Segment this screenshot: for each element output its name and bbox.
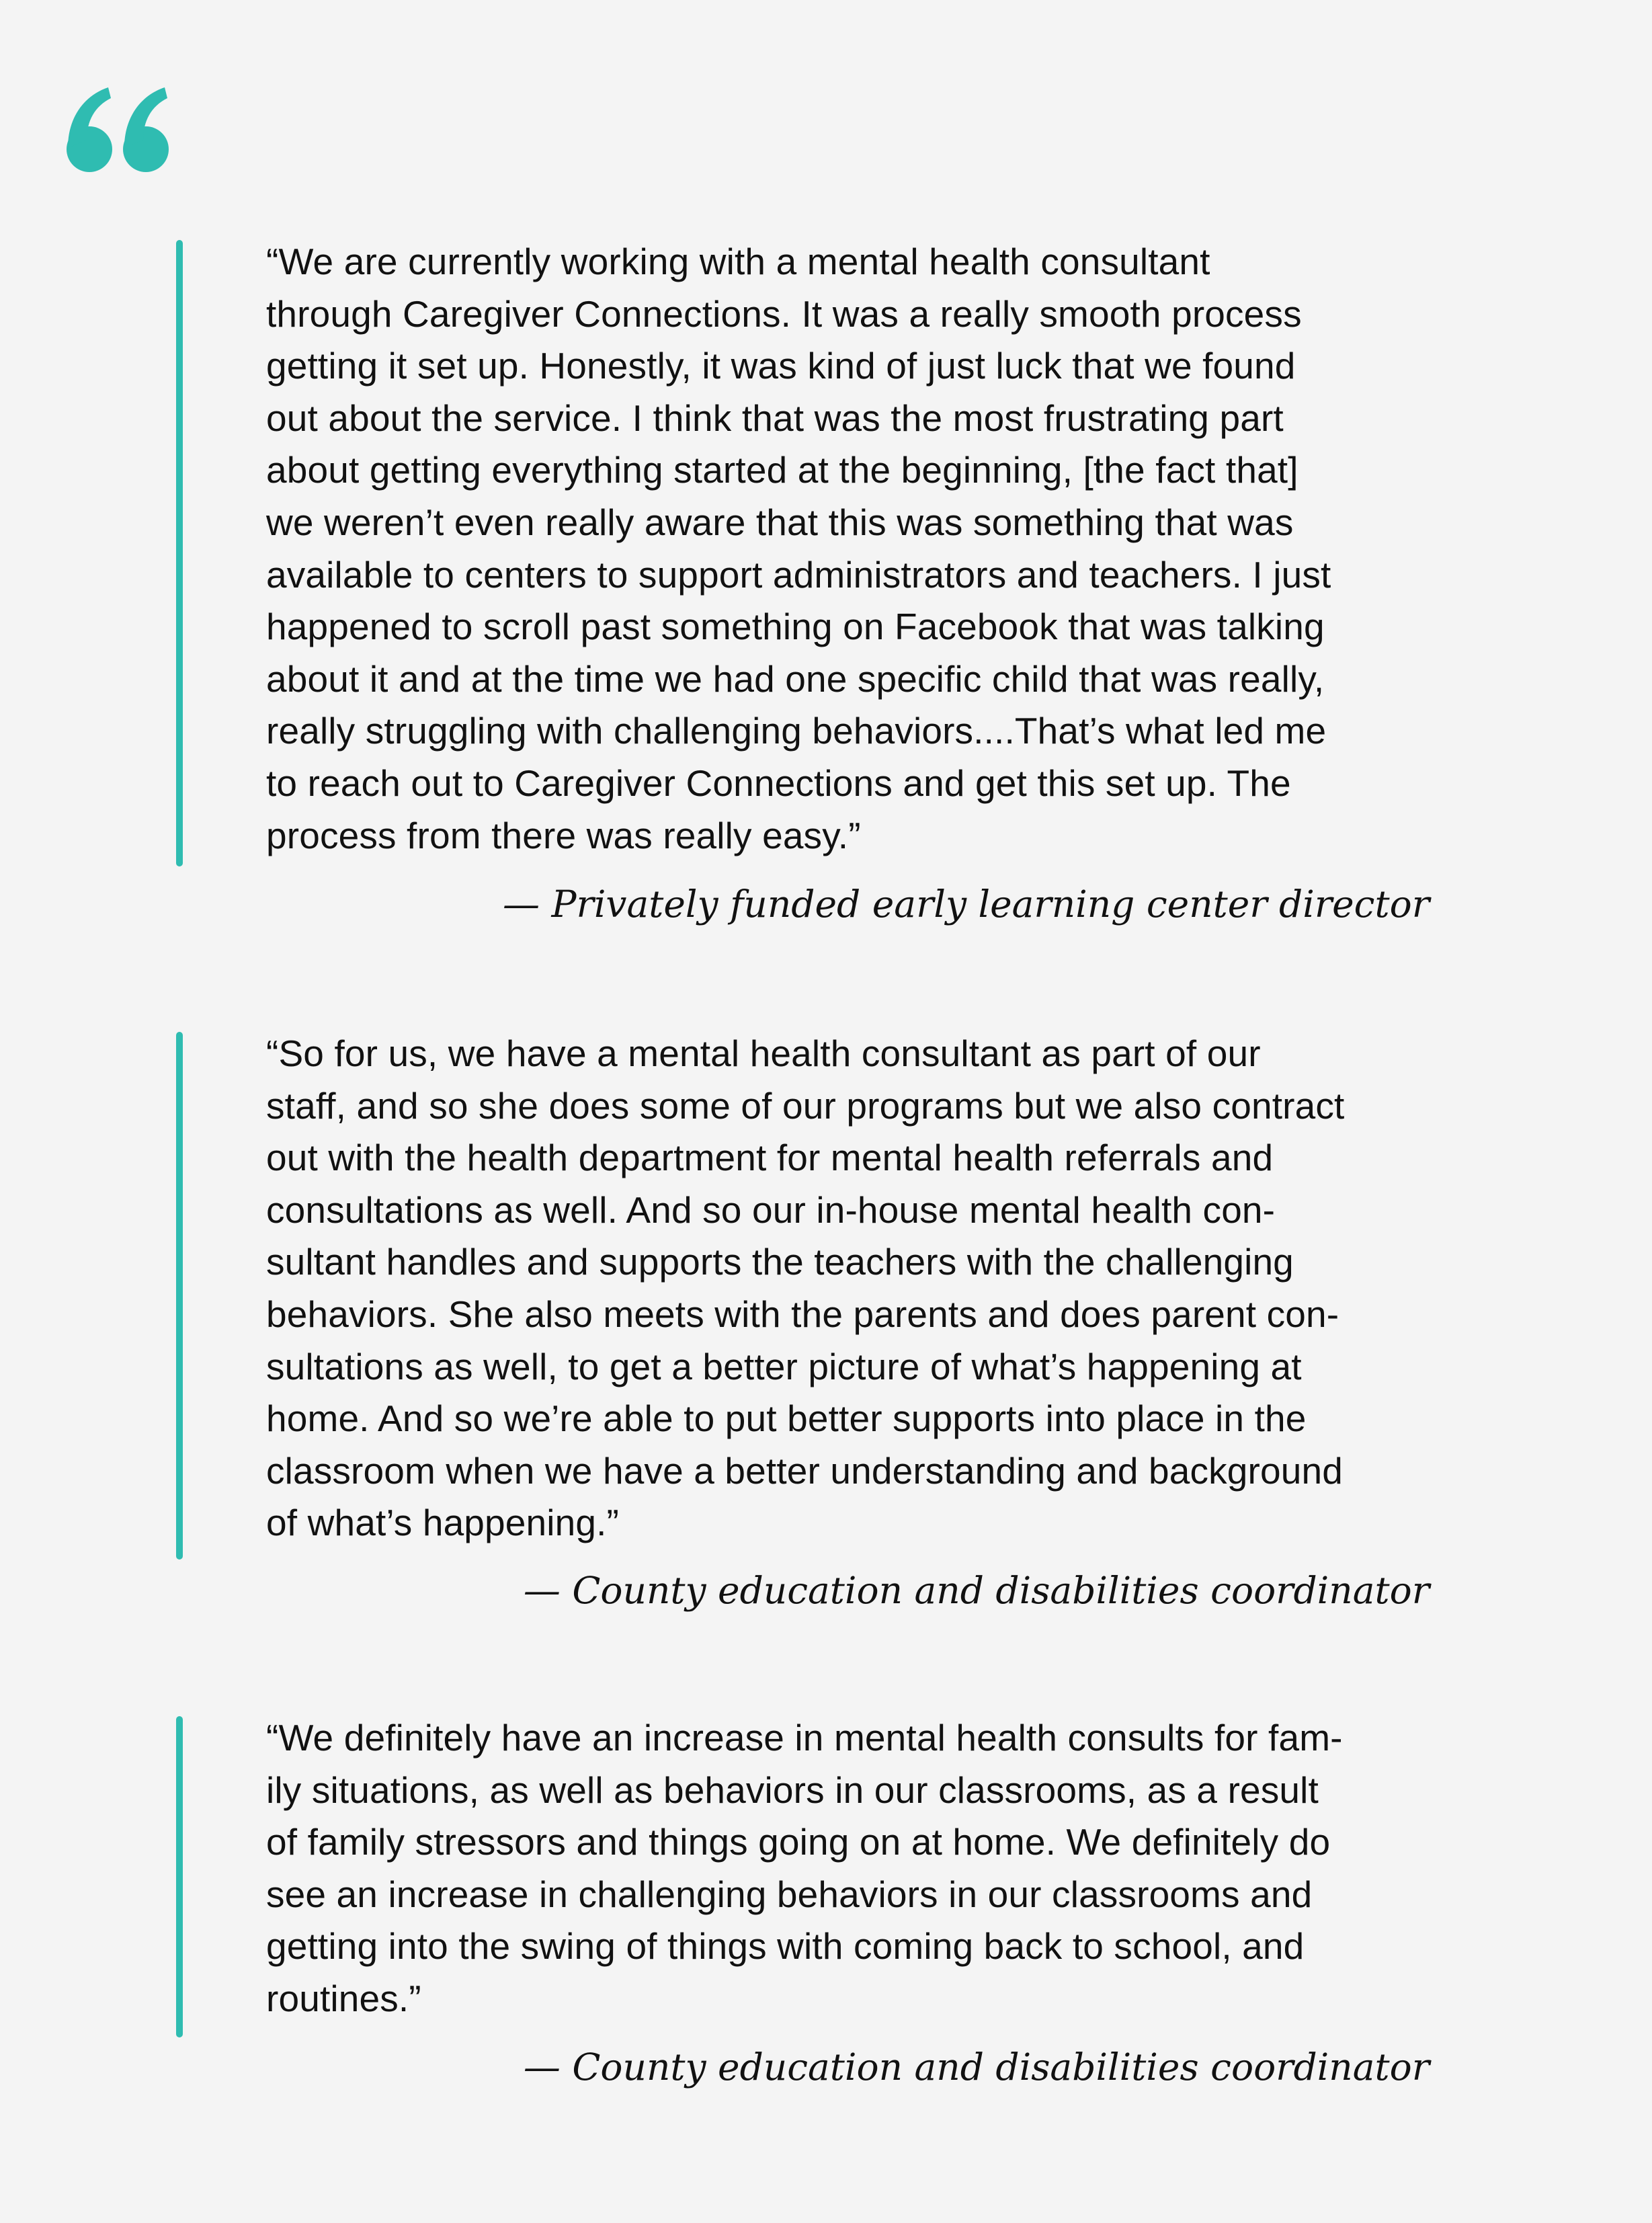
quote-block-2: [176, 1032, 1477, 1637]
quote-block-1: [176, 240, 1477, 939]
quote-attribution: — County education and disabilities coordinator: [523, 1569, 1430, 1612]
quote-accent-bar: [176, 240, 183, 866]
quote-text: “We definitely have an increase in mental health consults for fam- ily situations, as well as behaviors in our classrooms, as a result of family stressors and things going on at home. We definitely do see an increase in challenging behaviors in our classrooms and getting into the swing of things with coming back to school, and routines.”: [266, 1717, 1343, 2019]
quote-attribution: — County education and disabilities coordinator: [523, 2046, 1430, 2089]
open-quote-icon: [64, 87, 171, 175]
quote-block-3: [176, 1716, 1477, 2106]
quote-attribution: — Privately funded early learning center director: [503, 883, 1430, 926]
quote-accent-bar: [176, 1032, 183, 1560]
quote-accent-bar: [176, 1716, 183, 2037]
quote-text: “We are currently working with a mental health consultant through Caregiver Connections. It was a really smooth process getting it set up. Honestly, it was kind of just luck that we found out about the service. I think that was the most frustrating part about getting everything started at the beginning, [the fact that] we weren’t even really aware that this was something that was available to centers to support administrators and teachers. I just happened to scroll past something on Facebook that was talking about it and at the time we had one specific child that was really, really struggling with challenging behaviors....That’s what led me to reach out to Caregiver Connections and get this set up. The process from there was really easy.”: [266, 241, 1331, 856]
quote-text: “So for us, we have a mental health consultant as part of our staff, and so she does some of our programs but we also contract out with the health department for mental health referrals and consultations as well. And so our in-house mental health con- sultant handles and supports the teachers with the challenging behaviors. She also meets with the parents and does parent con- sultations as well, to get a better picture of what’s happening at home. And so we’re able to put better supports into place in the classroom when we have a better understanding and background of what’s happening.”: [266, 1033, 1345, 1544]
